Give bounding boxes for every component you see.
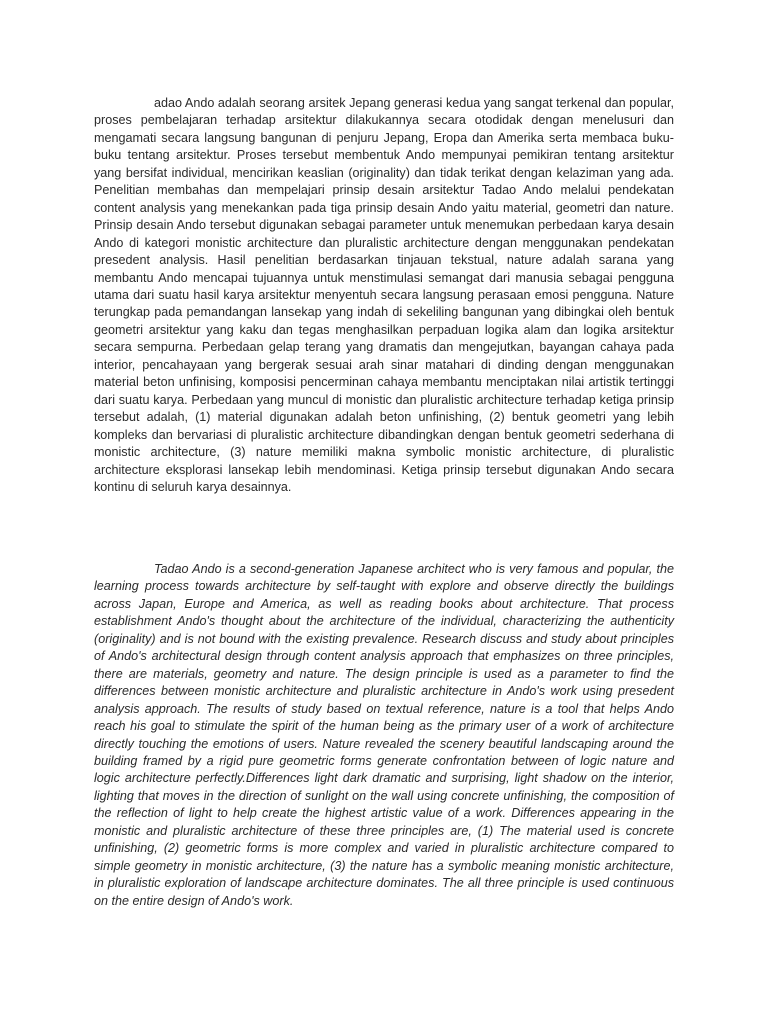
abstract-english-paragraph: Tadao Ando is a second-generation Japanese architect who is very famous and popular, the learning process towards architecture by self-taught with explore and observe directly the buildings across Japan, Europe and America, as well as reading books about architecture. That process establishment Ando's thought about the architecture of the individual, characterizing the authenticity (originality) and is not bound with the existing prevalence. Research discuss and study about principles of Ando's architectural design through content analysis approach that emphasizes on three principles, there are materials, geometry and nature. The design principle is used as a parameter to find the differences between monistic architecture and pluralistic architecture in Ando's work using presedent analysis approach. The results of study based on textual reference, nature is a tool that helps Ando reach his goal to stimulate the spirit of the human being as the primary user of a work of architecture directly touching the emotions of users. Nature revealed the scenery beautiful landscaping around the building framed by a rigid pure geometric forms generate confrontation between of logic nature and logic architecture perfectly.Differences light dark dramatic and surprising, light shadow on the interior, lighting that moves in the direction of sunlight on the wall using concrete unfinishing, the composition of the reflection of light to help create the highest artistic value of a work. Differences appearing in the monistic and pluralistic architecture of these three principles are, (1) The material used is concrete unfinishing, (2) geometric forms is more complex and varied in pluralistic architecture compared to simple geometry in monistic architecture, (3) the nature has a symbolic meaning monistic architecture, in pluralistic exploration of landscape architecture dominates. The all three principle is used continuous on the entire design of Ando's work. <box>94 562 674 908</box>
abstract-indonesian-paragraph: adao Ando adalah seorang arsitek Jepang generasi kedua yang sangat terkenal dan popular, proses pembelajaran terhadap arsitektur dilakukannya secara otodidak dengan menelusuri dan mengamati secara langsung bangunan di penjuru Jepang, Eropa dan Amerika serta membaca buku-buku tentang arsitektur. Proses tersebut membentuk Ando mempunyai pemikiran tentang arsitektur yang bersifat individual, mencirikan keaslian (originality) dan tidak terikat dengan kelaziman yang ada. Penelitian membahas dan mempelajari prinsip desain arsitektur Tadao Ando melalui pendekatan content analysis yang menekankan pada tiga prinsip desain Ando yaitu material, geometri dan nature. Prinsip desain Ando tersebut digunakan sebagai parameter untuk menemukan perbedaan karya desain Ando di kategori monistic architecture dan pluralistic architecture dengan menggunakan pendekatan presedent analysis. Hasil penelitian berdasarkan tinjauan tekstual, nature adalah sarana yang membantu Ando mencapai tujuannya untuk menstimulasi semangat dari manusia sebagai pengguna utama dari suatu hasil karya arsitektur menyentuh secara langsung perasaan emosi pengguna. Nature terungkap pada pemandangan lansekap yang indah di sekeliling bangunan yang dibingkai oleh bentuk geometri arsitektur yang kaku dan tegas menghasilkan perpaduan logika alam dan logika arsitektur secara sempurna. Perbedaan gelap terang yang dramatis dan mengejutkan, bayangan cahaya pada interior, pencahayaan yang bergerak sesuai arah sinar matahari di dinding dengan menggunakan material beton unfinising, komposisi pencerminan cahaya membantu menciptakan nilai artistik tertinggi dari suatu karya. Perbedaan yang muncul di monistic dan pluralistic architecture terhadap ketiga prinsip tersebut adalah, (1) material digunakan adalah beton unfinishing, (2) bentuk geometri yang lebih kompleks dan bervariasi di pluralistic architecture dibandingkan dengan bentuk geometri sederhana di monistic architecture, (3) nature memiliki makna symbolic monistic architecture, di pluralistic architecture eksplorasi lansekap lebih mendominasi. Ketiga prinsip tersebut digunakan Ando secara kontinu di seluruh karya desainnya. <box>94 96 674 494</box>
